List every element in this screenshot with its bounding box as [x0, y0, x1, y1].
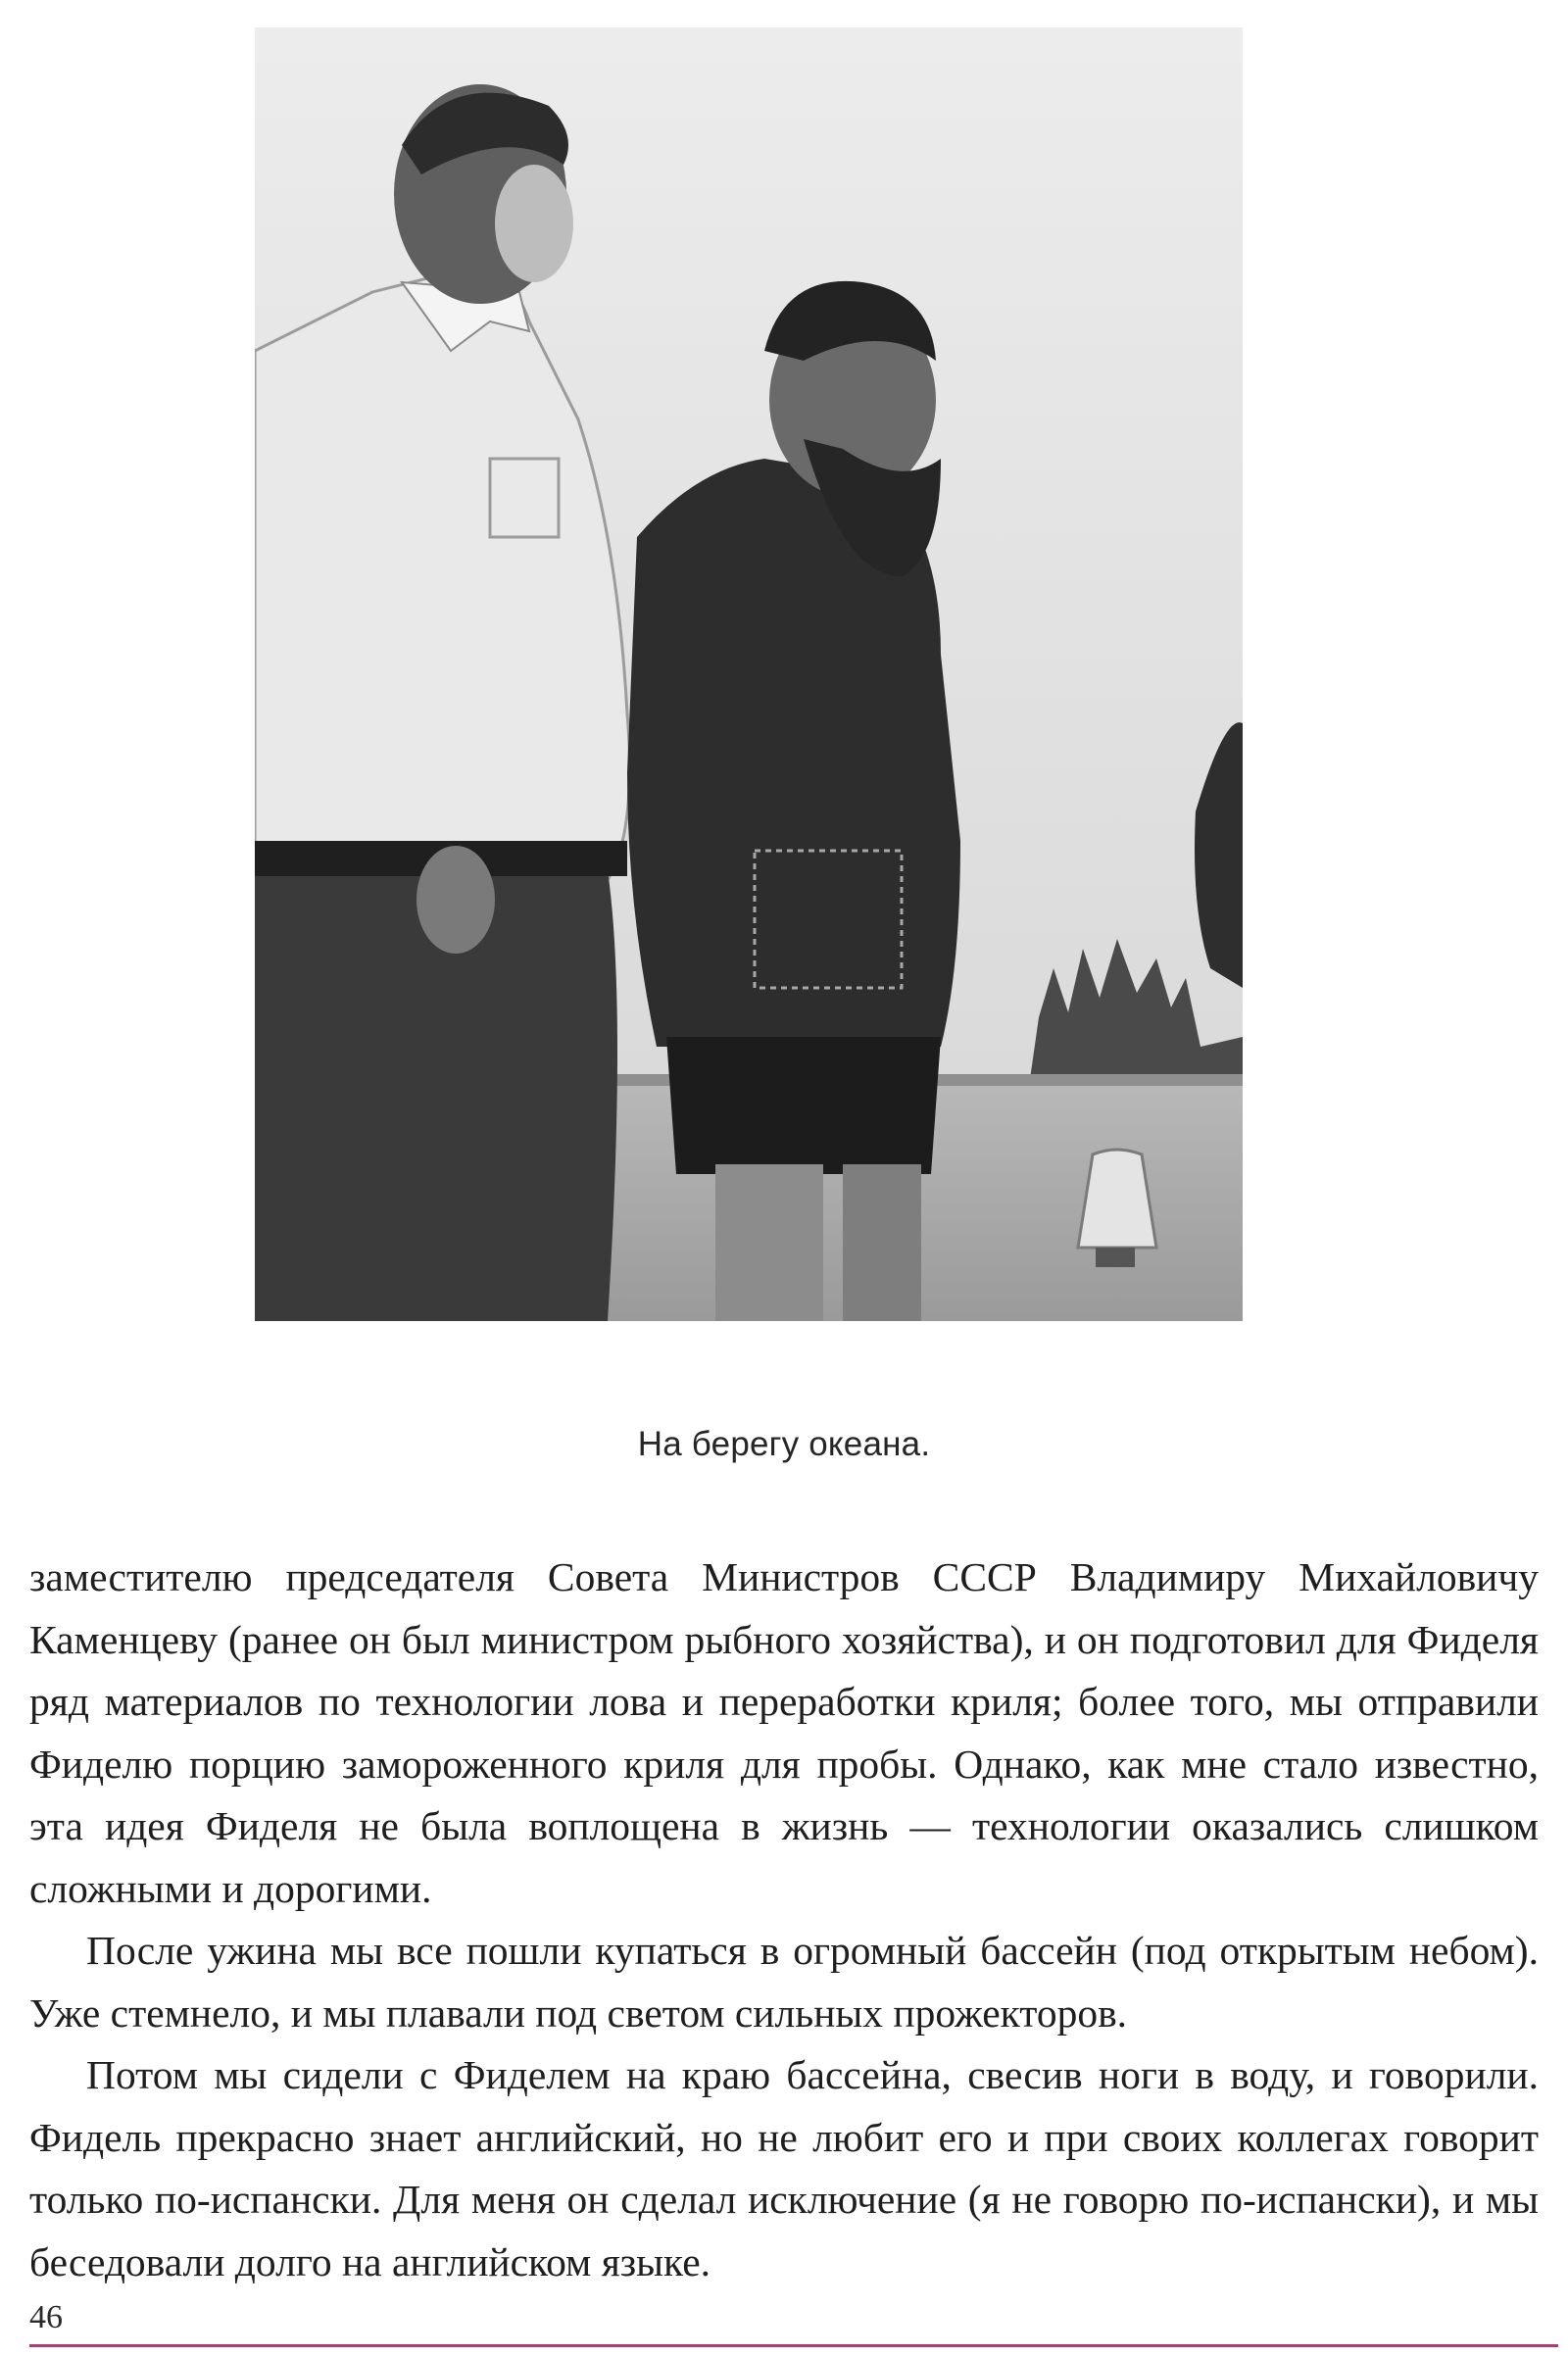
page-number: 46 — [29, 2299, 63, 2335]
body-text — [29, 1546, 1539, 2293]
paragraph-2: После ужина мы все пошли купаться в огромный бассейн (под открытым небом). Уже стемнело, и мы плавали под светом сильных прожекторов. — [29, 1928, 1539, 2036]
photo-caption: На берегу океана. — [637, 1425, 931, 1463]
paragraph-1: заместителю председателя Совета Министров СССР Владимиру Михайловичу Каменцеву (ранее он был министром рыбного хозяйства), и он подготовил для Фиделя ряд материалов по технологии лова и переработки криля; более того, мы отправили Фиделю порцию замороженного криля для пробы. Однако, как мне стало известно, эта идея Фиделя не была воплощена в жизнь — технологии оказались слишком сложными и дорогими. — [29, 1554, 1539, 1911]
photo-men-on-ocean-shore — [255, 27, 1243, 1321]
paragraph-3: Потом мы сидели с Фиделем на краю бассейна, свесив ноги в воду, и говорили. Фидель прекрасно знает английский, но не любит его и при своих коллегах говорит только по-испански. Для меня он сделал исключение (я не говорю по-испански), и мы беседовали долго на английском языке. — [29, 2052, 1539, 2284]
footer-rule — [29, 2344, 1558, 2347]
